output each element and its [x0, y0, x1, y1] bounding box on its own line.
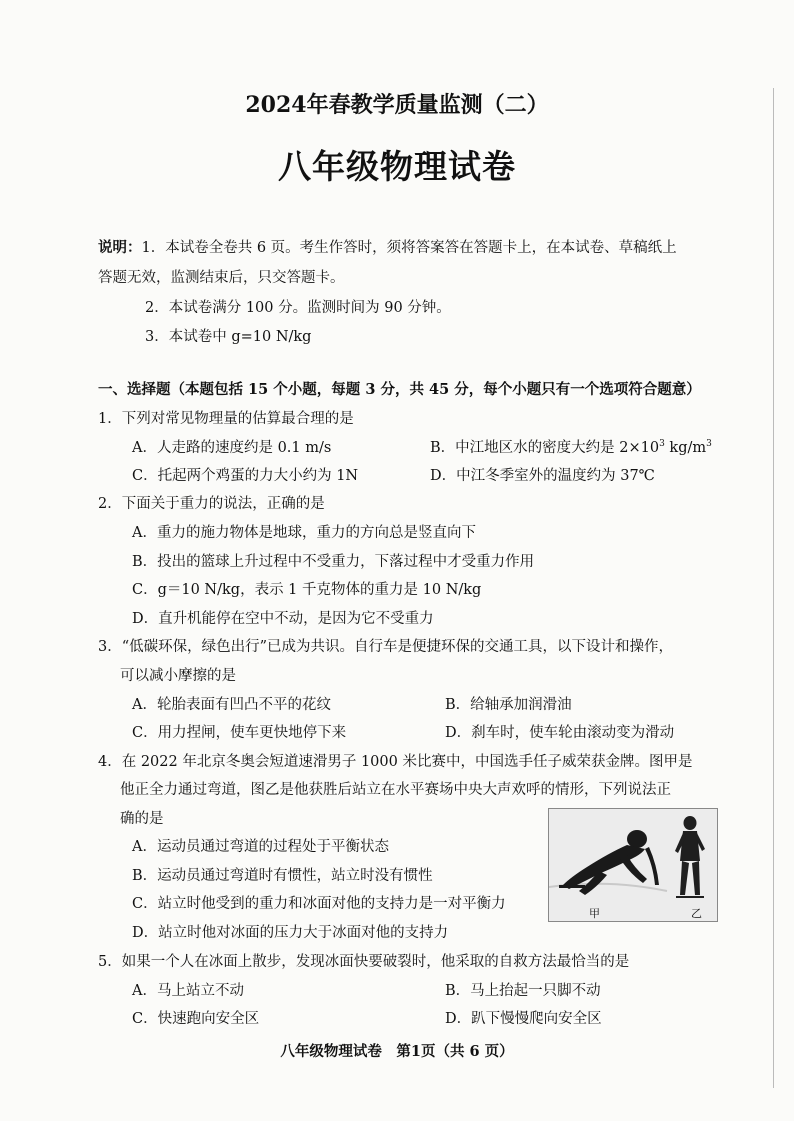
q4-stem-2: 他正全力通过弯道，图乙是他获胜后站立在水平赛场中央大声欢呼的情形，下列说法正	[120, 782, 671, 798]
q4-option-c: C．站立时他受到的重力和冰面对他的支持力是一对平衡力	[132, 896, 506, 912]
note-2: 2．本试卷满分 100 分。监测时间为 90 分钟。	[145, 300, 451, 316]
q3-option-d: D．刹车时，使车轮由滚动变为滑动	[445, 725, 675, 741]
q4-option-a: A．运动员通过弯道的过程处于平衡状态	[132, 839, 389, 855]
section-heading: 一、选择题（本题包括 15 个小题，每题 3 分，共 45 分，每个小题只有一个选项符合题意）	[98, 381, 701, 398]
q3-stem-1: 3．“低碳环保，绿色出行”已成为共识。自行车是便捷环保的交通工具，以下设计和操作，	[98, 639, 674, 655]
q5-option-c: C．快速跑向安全区	[132, 1011, 260, 1027]
q2-option-b: B．投出的篮球上升过程中不受重力，下落过程中才受重力作用	[132, 554, 535, 570]
figure-label-yi: 乙	[691, 907, 702, 920]
q3-option-a: A．轮胎表面有凹凸不平的花纹	[132, 697, 331, 713]
q4-option-b: B．运动员通过弯道时有惯性，站立时没有惯性	[132, 868, 433, 884]
scan-edge-line	[773, 88, 774, 1088]
note-1a: 1．本试卷全卷共 6 页。考生作答时，须将答案答在答题卡上，在本试卷、草稿纸上	[141, 240, 677, 256]
q2-option-c: C．g＝10 N/kg，表示 1 千克物体的重力是 10 N/kg	[132, 582, 482, 598]
q2-option-a: A．重力的施力物体是地球，重力的方向总是竖直向下	[132, 525, 476, 541]
figure-label-jia: 甲	[589, 907, 600, 920]
q5-option-d: D．趴下慢慢爬向安全区	[445, 1011, 602, 1027]
q1-option-d: D．中江冬季室外的温度约为 37℃	[430, 468, 655, 484]
q3-option-c: C．用力捏闸，使车更快地停下来	[132, 725, 347, 741]
skater-figure	[548, 808, 718, 922]
q2-option-d: D．直升机能停在空中不动，是因为它不受重力	[132, 611, 434, 627]
page-footer: 八年级物理试卷 第1页（共 6 页）	[280, 1043, 514, 1060]
q4-option-d: D．站立时他对冰面的压力大于冰面对他的支持力	[132, 925, 449, 941]
exam-title: 2024年春教学质量监测（二）	[245, 92, 549, 118]
q1-stem: 1．下列对常见物理量的估算最合理的是	[98, 411, 354, 427]
q5-option-a: A．马上站立不动	[132, 983, 244, 999]
q4-stem-1: 4．在 2022 年北京冬奥会短道速滑男子 1000 米比赛中，中国选手任子威荣获金牌。图甲是	[98, 754, 693, 770]
q1-option-c: C．托起两个鸡蛋的力大小约为 1N	[132, 468, 359, 484]
q1-option-b: B．中江地区水的密度大约是 $2\times 10^3$ $kg/m^3$	[430, 439, 712, 456]
q5-stem: 5．如果一个人在冰面上散步，发现冰面快要破裂时，他采取的自救方法最恰当的是	[98, 954, 630, 970]
q2-stem: 2．下面关于重力的说法，正确的是	[98, 496, 325, 512]
notes-line-1	[98, 236, 677, 257]
q3-stem-2: 可以减小摩擦的是	[120, 668, 236, 684]
q5-option-b: B．马上抬起一只脚不动	[445, 983, 601, 999]
notes-label: 说明：	[98, 239, 142, 256]
note-1b: 答题无效，监测结束后，只交答题卡。	[98, 270, 345, 286]
q3-option-b: B．给轴承加润滑油	[445, 697, 572, 713]
note-3: 3．本试卷中 g=10 N/kg	[145, 329, 312, 345]
q1-option-a: A．人走路的速度约是 0.1 m/s	[132, 440, 332, 456]
exam-subtitle: 八年级物理试卷	[278, 147, 516, 186]
q4-stem-3: 确的是	[120, 811, 164, 827]
